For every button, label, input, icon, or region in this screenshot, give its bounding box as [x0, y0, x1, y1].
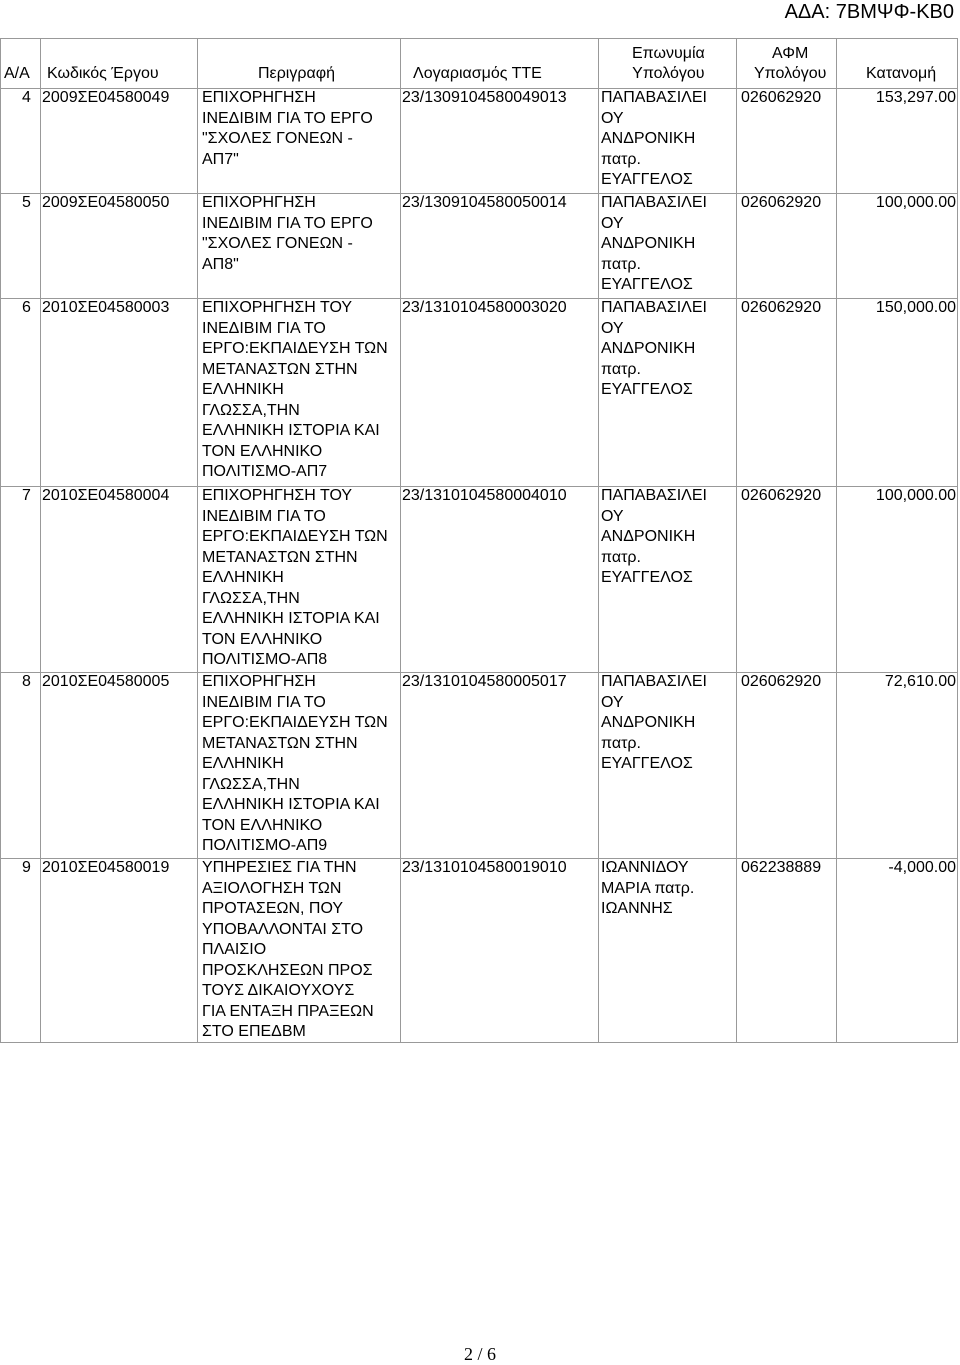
payee-name-line: πατρ. [601, 255, 641, 273]
allocation-amount: -4,000.00 [888, 859, 956, 876]
project-description [202, 486, 402, 671]
project-description-line: ΥΠΗΡΕΣΙΕΣ ΓΙΑ ΤΗΝ [202, 859, 357, 876]
project-description [202, 298, 402, 483]
project-description-line: ΙΝΕΔΙΒΙΜ ΓΙΑ ΤΟ [202, 507, 326, 525]
allocation-amount: 72,610.00 [884, 673, 956, 690]
project-description-line: ΙΝΕΔΙΒΙΜ ΓΙΑ ΤΟ [202, 693, 326, 711]
payee-name-line: ΑΝΔΡΟΝΙΚΗ [601, 235, 696, 252]
col-header-afm-line2: Υπολόγου [754, 65, 827, 82]
project-code: 2010ΣΕ04580005 [42, 673, 170, 690]
payee-name [601, 193, 731, 296]
project-description-line: ΕΛΛΗΝΙΚΗ ΙΣΤΟΡΙΑ ΚΑΙ [202, 610, 380, 627]
row-number: 4 [22, 89, 31, 106]
project-code: 2010ΣΕ04580019 [42, 859, 170, 876]
row-number: 9 [22, 859, 31, 876]
project-description-line: ΕΠΙΧΟΡΗΓΗΣΗ [202, 673, 316, 690]
payee-name-line: ΠΑΠΑΒΑΣΙΛΕΙ [601, 487, 707, 504]
table-grid-line [0, 193, 958, 194]
page-separator: / [477, 1344, 483, 1364]
project-description-line: ΕΡΓΟ:ΕΚΠΑΙΔΕΥΣΗ ΤΩΝ [202, 340, 388, 357]
project-code: 2010ΣΕ04580004 [42, 487, 170, 504]
tte-account: 23/1310104580005017 [402, 673, 567, 690]
project-description-line: ΓΛΩΣΣΑ,ΤΗΝ [202, 775, 300, 793]
project-description-line: ΜΕΤΑΝΑΣΤΩΝ ΣΤΗΝ [202, 548, 358, 566]
payee-name-line: ΠΑΠΑΒΑΣΙΛΕΙ [601, 194, 707, 211]
row-number: 6 [22, 299, 31, 316]
project-description [202, 672, 402, 857]
project-description-line: ΕΛΛΗΝΙΚΗ ΙΣΤΟΡΙΑ ΚΑΙ [202, 796, 380, 813]
project-description-line: ΕΡΓΟ:ΕΚΠΑΙΔΕΥΣΗ ΤΩΝ [202, 528, 388, 545]
table-grid-line [0, 38, 958, 39]
payee-afm: 026062920 [741, 673, 822, 690]
document-code: ΑΔΑ: 7ΒΜΨΦ-ΚΒ0 [784, 1, 954, 23]
payee-name-line: πατρ. [601, 360, 641, 378]
project-description-line: ΠΟΛΙΤΙΣΜΟ-ΑΠ7 [202, 463, 328, 480]
project-description-line: ΓΙΑ ΕΝΤΑΞΗ ΠΡΑΞΕΩΝ [202, 1002, 374, 1020]
row-number: 5 [22, 194, 31, 211]
allocation-amount: 150,000.00 [875, 299, 956, 316]
project-description-line: ΠΟΛΙΤΙΣΜΟ-ΑΠ8 [202, 651, 328, 668]
project-description-line: ΕΛΛΗΝΙΚΗ [202, 755, 284, 772]
allocation-amount: 153,297.00 [875, 89, 956, 106]
payee-name-line: πατρ. [601, 150, 641, 168]
payee-name [601, 858, 731, 920]
payee-name-line: ΙΩΑΝΝΗΣ [601, 900, 673, 917]
page-current: 2 [463, 1344, 473, 1364]
payee-name-line: ΕΥΑΓΓΕΛΟΣ [601, 755, 693, 772]
payee-name-line: ΜΑΡΙΑ πατρ. [601, 879, 695, 897]
project-description-line: ΕΛΛΗΝΙΚΗ ΙΣΤΟΡΙΑ ΚΑΙ [202, 422, 380, 439]
table-grid-line [0, 672, 958, 673]
col-header-code: Κωδικός Έργου [47, 64, 159, 82]
payee-name [601, 672, 731, 775]
project-description-line: ΕΠΙΧΟΡΗΓΗΣΗ [202, 89, 316, 106]
project-description-line: ΤΟΝ ΕΛΛΗΝΙΚΟ [202, 442, 323, 460]
payee-name-line: ΠΑΠΑΒΑΣΙΛΕΙ [601, 673, 707, 690]
table-header [0, 38, 960, 88]
col-header-allocation: Κατανομή [866, 64, 937, 82]
project-description-line: ΕΛΛΗΝΙΚΗ [202, 381, 284, 398]
project-description-line: ΑΠ8" [202, 255, 239, 273]
col-header-afm [754, 44, 826, 84]
table-grid-line [0, 298, 958, 299]
project-description-line: "ΣΧΟΛΕΣ ΓΟΝΕΩΝ - [202, 235, 353, 252]
row-number: 7 [22, 487, 31, 504]
project-description-line: ΑΞΙΟΛΟΓΗΣΗ ΤΩΝ [202, 879, 342, 897]
table-grid-line [0, 858, 958, 859]
project-code: 2010ΣΕ04580003 [42, 299, 170, 316]
project-description-line: ΜΕΤΑΝΑΣΤΩΝ ΣΤΗΝ [202, 360, 358, 378]
allocation-amount: 100,000.00 [875, 194, 956, 211]
col-header-aa: Α/Α [4, 64, 30, 82]
project-description-line: ΠΡΟΤΑΣΕΩΝ, ΠΟΥ [202, 900, 344, 917]
project-description-line: ΙΝΕΔΙΒΙΜ ΓΙΑ ΤΟ ΕΡΓΟ [202, 214, 373, 232]
tte-account: 23/1310104580003020 [402, 299, 567, 316]
payee-name [601, 88, 731, 191]
table-grid-line [957, 38, 958, 1042]
project-description-line: ΠΡΟΣΚΛΗΣΕΩΝ ΠΡΟΣ [202, 961, 373, 979]
project-code: 2009ΣΕ04580049 [42, 89, 170, 106]
table-grid-line [0, 1042, 958, 1043]
project-description-line: ΣΤΟ ΕΠΕΔΒΜ [202, 1023, 306, 1040]
payee-afm: 026062920 [741, 89, 822, 106]
table-grid-line [836, 38, 837, 1042]
allocation-amount: 100,000.00 [875, 487, 956, 504]
payee-name-line: ΠΑΠΑΒΑΣΙΛΕΙ [601, 89, 707, 106]
payee-name-line: πατρ. [601, 548, 641, 566]
project-description-line: ΕΠΙΧΟΡΗΓΗΣΗ [202, 194, 316, 211]
table-grid-line [0, 38, 1, 1042]
payee-name-line: ΑΝΔΡΟΝΙΚΗ [601, 340, 696, 357]
project-description-line: ΤΟΝ ΕΛΛΗΝΙΚΟ [202, 816, 323, 834]
col-header-name-line1: Επωνυμία [632, 45, 705, 62]
payee-name-line: ΠΑΠΑΒΑΣΙΛΕΙ [601, 299, 707, 316]
tte-account: 23/1310104580004010 [402, 487, 567, 504]
project-code: 2009ΣΕ04580050 [42, 194, 170, 211]
project-description-line: ΕΠΙΧΟΡΗΓΗΣΗ ΤΟΥ [202, 487, 353, 504]
payee-name-line: ΙΩΑΝΝΙΔΟΥ [601, 859, 689, 876]
table-grid-line [736, 38, 737, 1042]
payee-name-line: ΟΥ [601, 214, 624, 232]
payee-name-line: ΑΝΔΡΟΝΙΚΗ [601, 528, 696, 545]
payee-name-line: ΕΥΑΓΓΕΛΟΣ [601, 276, 693, 293]
project-description [202, 193, 402, 275]
payee-name-line: ΑΝΔΡΟΝΙΚΗ [601, 714, 696, 731]
col-header-afm-line1: ΑΦΜ [772, 45, 809, 62]
payee-name-line: πατρ. [601, 734, 641, 752]
tte-account: 23/1309104580049013 [402, 89, 567, 106]
project-description-line: ΠΛΑΙΣΙΟ [202, 941, 267, 958]
project-description-line: ΕΡΓΟ:ΕΚΠΑΙΔΕΥΣΗ ΤΩΝ [202, 714, 388, 731]
payee-name-line: ΟΥ [601, 507, 624, 525]
project-description-line: ΓΛΩΣΣΑ,ΤΗΝ [202, 589, 300, 607]
payee-name [601, 298, 731, 401]
page-number [0, 1344, 960, 1365]
table-grid-line [400, 38, 401, 1042]
payee-name-line: ΑΝΔΡΟΝΙΚΗ [601, 130, 696, 147]
project-description-line: "ΣΧΟΛΕΣ ΓΟΝΕΩΝ - [202, 130, 353, 147]
project-description-line: ΕΠΙΧΟΡΗΓΗΣΗ ΤΟΥ [202, 299, 353, 316]
table-grid-line [0, 88, 958, 89]
table-grid-line [598, 38, 599, 1042]
table-grid-line [197, 38, 198, 1042]
table-grid-line [0, 486, 958, 487]
project-description-line: ΤΟΝ ΕΛΛΗΝΙΚΟ [202, 630, 323, 648]
project-description [202, 858, 402, 1043]
col-header-name [632, 44, 705, 84]
payee-afm: 026062920 [741, 194, 822, 211]
project-description-line: ΕΛΛΗΝΙΚΗ [202, 569, 284, 586]
project-description-line: ΤΟΥΣ ΔΙΚΑΙΟΥΧΟΥΣ [202, 982, 355, 999]
row-number: 8 [22, 673, 31, 690]
project-description-line: ΙΝΕΔΙΒΙΜ ΓΙΑ ΤΟ ΕΡΓΟ [202, 109, 373, 127]
payee-name-line: ΕΥΑΓΓΕΛΟΣ [601, 171, 693, 188]
page-total: 6 [487, 1344, 496, 1364]
tte-account: 23/1309104580050014 [402, 194, 567, 211]
payee-afm: 026062920 [741, 487, 822, 504]
tte-account: 23/1310104580019010 [402, 859, 567, 876]
payee-afm: 026062920 [741, 299, 822, 316]
project-description-line: ΠΟΛΙΤΙΣΜΟ-ΑΠ9 [202, 837, 328, 854]
project-description-line: ΙΝΕΔΙΒΙΜ ΓΙΑ ΤΟ [202, 319, 326, 337]
project-description-line: ΜΕΤΑΝΑΣΤΩΝ ΣΤΗΝ [202, 734, 358, 752]
table-grid-line [40, 38, 41, 1042]
project-description [202, 88, 402, 170]
payee-name-line: ΕΥΑΓΓΕΛΟΣ [601, 569, 693, 586]
project-description-line: ΓΛΩΣΣΑ,ΤΗΝ [202, 401, 300, 419]
payee-name-line: ΕΥΑΓΓΕΛΟΣ [601, 381, 693, 398]
col-header-description: Περιγραφή [258, 64, 335, 82]
project-description-line: ΑΠ7" [202, 150, 239, 168]
payee-name [601, 486, 731, 589]
project-description-line: ΥΠΟΒΑΛΛΟΝΤΑΙ ΣΤΟ [202, 920, 364, 938]
col-header-account: Λογαριασμός ΤΤΕ [413, 64, 542, 82]
col-header-name-line2: Υπολόγου [632, 65, 705, 82]
payee-name-line: ΟΥ [601, 319, 624, 337]
payee-afm: 062238889 [741, 859, 822, 876]
payee-name-line: ΟΥ [601, 109, 624, 127]
payee-name-line: ΟΥ [601, 693, 624, 711]
